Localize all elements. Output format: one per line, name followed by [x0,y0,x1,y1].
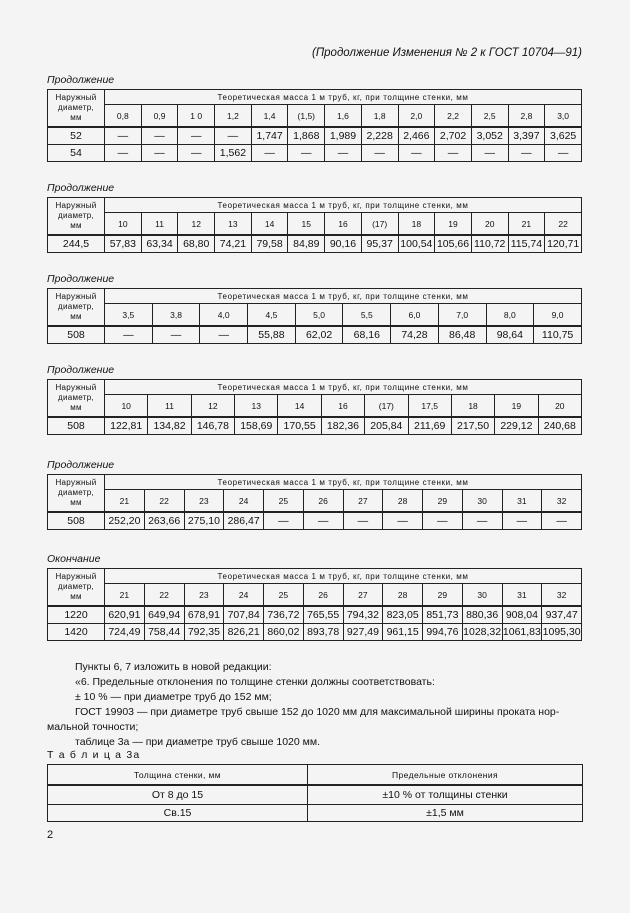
mass-table [47,568,582,641]
thickness-header: 26 [303,490,343,513]
mass-cell: 84,89 [288,235,325,253]
mass-cell: 229,12 [495,417,538,435]
thickness-header: 2,5 [471,105,508,128]
mass-table-section [47,182,582,253]
row-label-line: Наружный [55,93,97,102]
mass-cell: — [325,145,362,162]
mass-cell: 110,72 [471,235,508,253]
mass-cell: 211,69 [408,417,451,435]
thickness-header: 3,5 [105,304,153,327]
mass-cell: — [502,512,542,530]
thickness-header: 23 [184,490,224,513]
thickness-header-row [48,395,582,418]
mass-cell: — [105,145,142,162]
thickness-header: 21 [508,213,545,236]
thickness-header: 16 [325,213,362,236]
thickness-header: 23 [184,584,224,607]
mass-cell: 122,81 [105,417,148,435]
paragraph: Пункты 6, 7 изложить в новой редакции: [75,661,272,673]
row-label-line: диаметр, [57,302,94,311]
thickness-header: 11 [148,395,191,418]
mass-cell: 240,68 [538,417,581,435]
mass-cell: 205,84 [365,417,408,435]
mass-cell: 620,91 [105,606,145,624]
thickness-header: 7,0 [438,304,486,327]
mass-cell: 1,747 [251,127,288,145]
mass-cell: 758,44 [144,624,184,641]
mass-cell: — [105,326,153,344]
thickness-header: 22 [144,490,184,513]
mass-table [47,379,582,435]
thickness-header: 18 [398,213,435,236]
diameter-cell: 508 [48,326,105,344]
paragraph: таблице 3а — при диаметре труб свыше 1020 мм. [75,736,321,748]
thickness-header: 8,0 [486,304,534,327]
row-label-header [48,289,105,327]
column-header: Толщина стенки, мм [48,765,308,786]
mass-cell: — [141,145,178,162]
mass-cell: 263,66 [144,512,184,530]
mass-cell: 1028,32 [462,624,502,641]
thickness-header: 3,0 [545,105,582,128]
mass-cell: 95,37 [361,235,398,253]
mass-table-section [47,364,582,435]
table-cell: Св.15 [48,805,308,822]
paragraph: мальной точности; [47,721,139,733]
mass-cell: — [215,127,252,145]
table-3a-label: Т а б л и ц а 3а [47,749,141,761]
diameter-cell: 54 [48,145,105,162]
mass-table [47,474,582,530]
mass-cell: 3,625 [545,127,582,145]
mass-cell: — [462,512,502,530]
mass-cell: 57,83 [105,235,142,253]
thickness-header: 13 [215,213,252,236]
mass-cell: 678,91 [184,606,224,624]
table-row [48,512,582,530]
thickness-header: 12 [178,213,215,236]
row-label-header [48,198,105,236]
thickness-header: (17) [365,395,408,418]
mass-cell: 110,75 [534,326,582,344]
mass-cell: 170,55 [278,417,321,435]
mass-cell: — [361,145,398,162]
paragraph: ГОСТ 19903 — при диаметре труб свыше 152 до 1020 мм для максимальной ширины проката нор- [75,706,560,718]
mass-cell: — [200,326,248,344]
table-row [48,235,582,253]
mass-cell: 115,74 [508,235,545,253]
diameter-cell: 508 [48,512,105,530]
mass-cell: 74,21 [215,235,252,253]
thickness-header: 21 [105,584,145,607]
thickness-header: 28 [383,584,423,607]
mass-cell: 217,50 [451,417,494,435]
row-label-line: Наружный [55,572,97,581]
paragraph: ± 10 % — при диаметре труб до 152 мм; [75,691,272,703]
mass-cell: 100,54 [398,235,435,253]
mass-cell: — [178,127,215,145]
mass-cell: 1095,30 [542,624,582,641]
thickness-header: 28 [383,490,423,513]
thickness-header: 25 [264,490,304,513]
mass-cell: 826,21 [224,624,264,641]
mass-cell: — [264,512,304,530]
mass-cell: 105,66 [435,235,472,253]
table-row [48,127,582,145]
mass-cell: 74,28 [391,326,439,344]
mass-cell: 79,58 [251,235,288,253]
thickness-header: 12 [191,395,234,418]
thickness-header: 31 [502,584,542,607]
thickness-header: 4,0 [200,304,248,327]
mass-cell: 1,868 [288,127,325,145]
mass-cell: 927,49 [343,624,383,641]
mass-cell: 3,397 [508,127,545,145]
mass-cell: — [141,127,178,145]
thickness-header: 15 [288,213,325,236]
mass-cell: 2,228 [361,127,398,145]
thickness-header: 5,0 [295,304,343,327]
mass-cell: 765,55 [303,606,343,624]
mass-cell: 823,05 [383,606,423,624]
thickness-header: 21 [105,490,145,513]
table-header-row [48,765,583,786]
table-row [48,417,582,435]
thickness-header: 4,5 [248,304,296,327]
row-label-line: мм [70,113,82,122]
mass-cell: 182,36 [321,417,364,435]
thickness-header: 19 [495,395,538,418]
section-title: Продолжение [47,364,115,376]
section-title: Продолжение [47,182,115,194]
thickness-header: 31 [502,490,542,513]
row-label-line: Наружный [55,292,97,301]
mass-cell: — [423,512,463,530]
mass-cell: 893,78 [303,624,343,641]
mass-cell: 63,34 [141,235,178,253]
mass-cell: 937,47 [542,606,582,624]
thickness-header: 18 [451,395,494,418]
mass-cell: 252,20 [105,512,145,530]
mass-cell: 707,84 [224,606,264,624]
thickness-header-row [48,105,582,128]
mass-cell: 649,94 [144,606,184,624]
row-label-line: мм [70,498,82,507]
table-row [48,624,582,641]
thickness-header: 1,2 [215,105,252,128]
thickness-header: 0,8 [105,105,142,128]
table-row [48,606,582,624]
mass-table-section [47,553,582,641]
caption-row [48,569,582,584]
mass-cell: — [343,512,383,530]
table-row [48,145,582,162]
mass-cell: 120,71 [545,235,582,253]
mass-cell: 908,04 [502,606,542,624]
thickness-header: 16 [321,395,364,418]
table-caption: Теоретическая масса 1 м труб, кг, при толщине стенки, мм [105,90,582,105]
page-number: 2 [47,829,54,841]
amendment-text [47,660,587,750]
thickness-header: 10 [105,395,148,418]
mass-cell: 994,76 [423,624,463,641]
thickness-header: 20 [471,213,508,236]
paragraph: «6. Предельные отклонения по толщине стенки должны соответствовать: [75,676,435,688]
thickness-header: 13 [235,395,278,418]
table-caption: Теоретическая масса 1 м труб, кг, при толщине стенки, мм [105,380,582,395]
table-row [48,785,583,805]
mass-cell: — [508,145,545,162]
mass-cell: 1061,83 [502,624,542,641]
thickness-header: 32 [542,490,582,513]
mass-cell: 55,88 [248,326,296,344]
row-label-line: диаметр, [57,488,94,497]
mass-table-section [47,74,582,162]
mass-cell: 736,72 [264,606,304,624]
thickness-header: 25 [264,584,304,607]
mass-table [47,197,582,253]
mass-cell: 1,562 [215,145,252,162]
mass-cell: 98,64 [486,326,534,344]
mass-cell: 68,16 [343,326,391,344]
thickness-header: 27 [343,490,383,513]
mass-cell: 146,78 [191,417,234,435]
thickness-header: 6,0 [391,304,439,327]
mass-cell: — [105,127,142,145]
thickness-header: 32 [542,584,582,607]
table-caption: Теоретическая масса 1 м труб, кг, при толщине стенки, мм [105,569,582,584]
thickness-header: 24 [224,584,264,607]
mass-cell: — [545,145,582,162]
thickness-header: 1 0 [178,105,215,128]
diameter-cell: 244,5 [48,235,105,253]
mass-cell: — [152,326,200,344]
table-row [48,805,583,822]
table-cell: ±1,5 мм [308,805,583,822]
thickness-header: 20 [538,395,581,418]
mass-cell: 86,48 [438,326,486,344]
mass-cell: 3,052 [471,127,508,145]
thickness-header: 3,8 [152,304,200,327]
row-label-line: мм [70,592,82,601]
row-label-header [48,475,105,513]
row-label-line: диаметр, [57,582,94,591]
thickness-header: 2,0 [398,105,435,128]
mass-cell: 68,80 [178,235,215,253]
thickness-header: 19 [435,213,472,236]
mass-cell: 792,35 [184,624,224,641]
mass-cell: — [398,145,435,162]
mass-table-section [47,459,582,530]
caption-row [48,198,582,213]
thickness-header: 29 [423,584,463,607]
diameter-cell: 508 [48,417,105,435]
mass-cell: — [542,512,582,530]
thickness-header-row [48,490,582,513]
mass-cell: 2,466 [398,127,435,145]
table-caption: Теоретическая масса 1 м труб, кг, при толщине стенки, мм [105,475,582,490]
section-title: Продолжение [47,273,115,285]
section-title: Продолжение [47,459,115,471]
mass-table [47,89,582,162]
row-label-line: мм [70,221,82,230]
mass-cell: 2,702 [435,127,472,145]
row-label-line: диаметр, [57,103,94,112]
thickness-header: 27 [343,584,383,607]
row-label-line: Наружный [55,201,97,210]
thickness-header: 2,2 [435,105,472,128]
mass-cell: — [303,512,343,530]
thickness-header: 22 [545,213,582,236]
table-3a [47,764,583,822]
column-header: Предельные отклонения [308,765,583,786]
row-label-line: Наружный [55,478,97,487]
mass-cell: 961,15 [383,624,423,641]
thickness-header: 14 [278,395,321,418]
thickness-header-row [48,584,582,607]
diameter-cell: 1220 [48,606,105,624]
thickness-header: 22 [144,584,184,607]
thickness-header: 1,4 [251,105,288,128]
page-header: (Продолжение Изменения № 2 к ГОСТ 10704—91) [312,47,582,59]
table-cell: От 8 до 15 [48,785,308,805]
mass-cell: 794,32 [343,606,383,624]
row-label-line: мм [70,312,82,321]
mass-table [47,288,582,344]
mass-cell: — [435,145,472,162]
mass-cell: 158,69 [235,417,278,435]
table-caption: Теоретическая масса 1 м труб, кг, при толщине стенки, мм [105,289,582,304]
mass-cell: — [383,512,423,530]
mass-cell: 851,73 [423,606,463,624]
thickness-header: 30 [462,584,502,607]
mass-cell: 1,989 [325,127,362,145]
table-row [48,326,582,344]
mass-cell: 62,02 [295,326,343,344]
caption-row [48,475,582,490]
thickness-header: 5,5 [343,304,391,327]
mass-table-section [47,273,582,344]
thickness-header: (17) [361,213,398,236]
caption-row [48,289,582,304]
caption-row [48,90,582,105]
mass-cell: — [178,145,215,162]
mass-cell: 860,02 [264,624,304,641]
row-label-header [48,90,105,128]
thickness-header: 0,9 [141,105,178,128]
table-caption: Теоретическая масса 1 м труб, кг, при толщине стенки, мм [105,198,582,213]
thickness-header: 24 [224,490,264,513]
thickness-header: 17,5 [408,395,451,418]
diameter-cell: 1420 [48,624,105,641]
thickness-header: (1,5) [288,105,325,128]
row-label-line: Наружный [55,383,97,392]
section-title: Продолжение [47,74,115,86]
thickness-header: 29 [423,490,463,513]
mass-cell: — [251,145,288,162]
row-label-line: мм [70,403,82,412]
mass-cell: 275,10 [184,512,224,530]
row-label-line: диаметр, [57,393,94,402]
diameter-cell: 52 [48,127,105,145]
mass-cell: 880,36 [462,606,502,624]
mass-cell: 724,49 [105,624,145,641]
mass-cell: 134,82 [148,417,191,435]
section-title: Окончание [47,553,101,565]
mass-cell: 286,47 [224,512,264,530]
thickness-header: 2,8 [508,105,545,128]
thickness-header-row [48,213,582,236]
thickness-header: 26 [303,584,343,607]
thickness-header-row [48,304,582,327]
mass-cell: — [471,145,508,162]
table-cell: ±10 % от толщины стенки [308,785,583,805]
row-label-header [48,569,105,607]
thickness-header: 1,8 [361,105,398,128]
thickness-header: 9,0 [534,304,582,327]
row-label-header [48,380,105,418]
row-label-line: диаметр, [57,211,94,220]
mass-cell: 90,16 [325,235,362,253]
thickness-header: 10 [105,213,142,236]
thickness-header: 11 [141,213,178,236]
thickness-header: 14 [251,213,288,236]
thickness-header: 1,6 [325,105,362,128]
caption-row [48,380,582,395]
mass-cell: — [288,145,325,162]
thickness-header: 30 [462,490,502,513]
